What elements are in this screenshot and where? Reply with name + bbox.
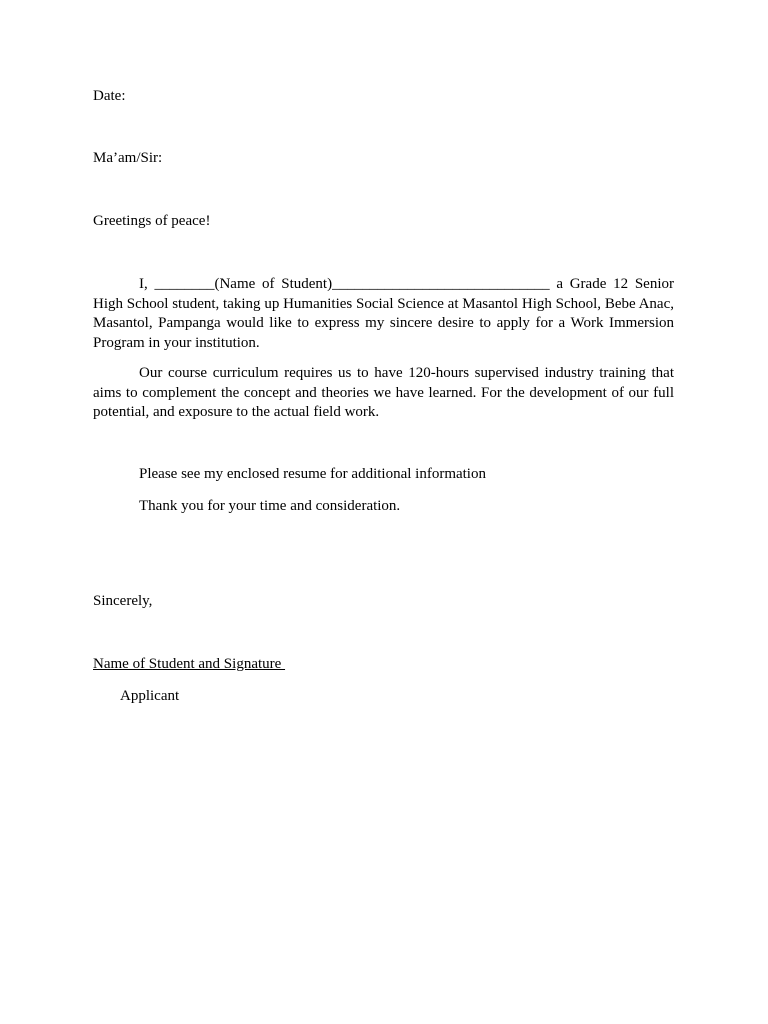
- greeting: Greetings of peace!: [93, 213, 211, 229]
- resume-note: Please see my enclosed resume for additional information: [139, 466, 486, 482]
- date-label: Date:: [93, 88, 126, 104]
- paragraph-curriculum: Our course curriculum requires us to have 120-hours supervised industry training that aims to complement the concept and theories we have learned. For the development of our full potential, and exposure to the actual field work.: [93, 365, 674, 420]
- signer-title: Applicant: [120, 688, 180, 704]
- closing: Sincerely,: [93, 593, 153, 609]
- salutation: Ma’am/Sir:: [93, 150, 163, 166]
- paragraph-introduction: I, ________(Name of Student)_____________________________ a Grade 12 Senior High School student, taking up Humanities Social Science at Masantol High School, Bebe Anac, Masantol, Pampanga would like to express my sincere desire to apply for a Work Immersion Program in your institution.: [93, 276, 674, 351]
- signature-line: Name of Student and Signature: [93, 656, 286, 672]
- thanks-line: Thank you for your time and consideration.: [139, 498, 401, 514]
